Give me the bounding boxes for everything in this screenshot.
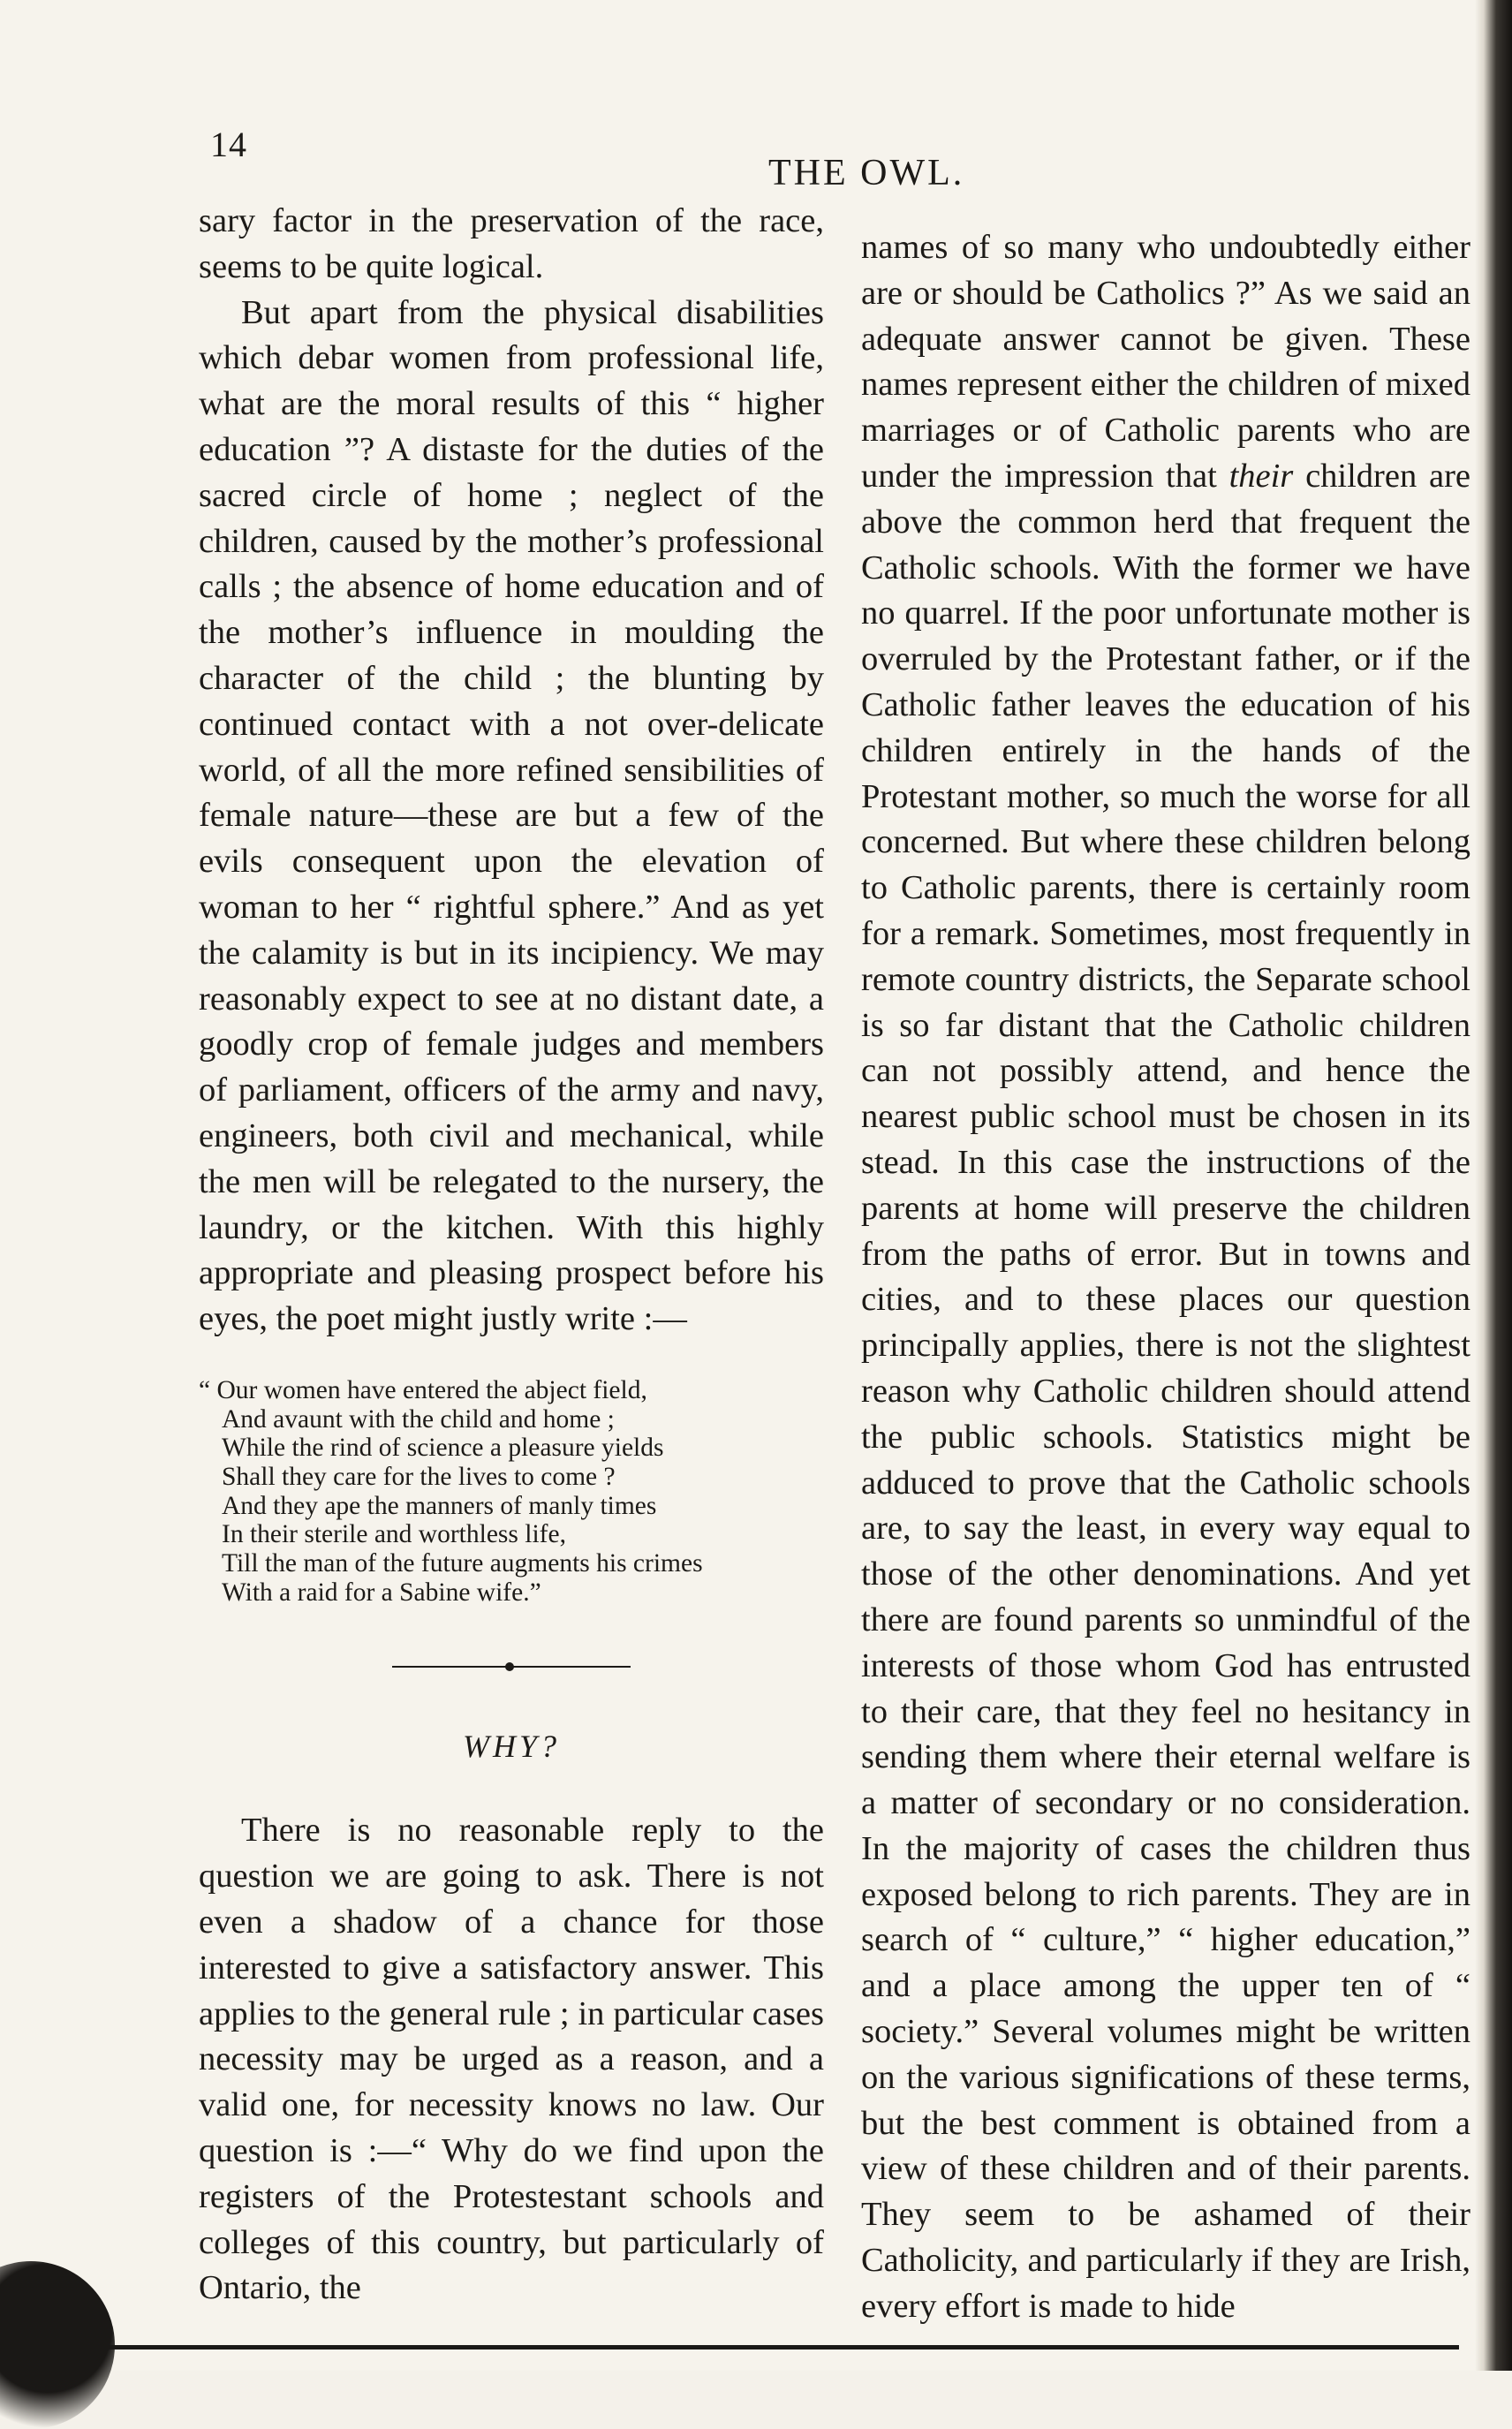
poem-line: In their sterile and worthless life,	[222, 1520, 566, 1549]
page-binding-edge	[1475, 0, 1512, 2371]
right-paragraph-1	[861, 225, 1470, 2330]
right-text-before-italic: names of so many who undoubtedly either are or should be Catholics ?” As we said an adequate answer cannot be given. These names represent either the children of mixed marriages or of Catholic parents who are under the impression that	[861, 229, 1470, 495]
poem-line: “ Our women have entered the abject field,	[199, 1375, 647, 1404]
left-paragraph-2: But apart from the physical disabilities which debar women from professional life, what are the moral results of this “ higher education ”? A distaste for the duties of the sacred circle of home ; neglect of the children, caused by the mother’s professional calls ; the absence of home education and of the mother’s influence in moulding the character of the child ; the blunting by continued contact with a not over-delicate world, of all the more refined sensibilities of female nature—these are but a few of the evils consequent upon the elevation of woman to her “ rightful sphere.” And as yet the calamity is but in its incipiency. We may reasonably expect to see at no distant date, a goodly crop of female judges and members of parliament, officers of the army and navy, engineers, both civil and mechanical, while the men will be relegated to the nursery, the laundry, or the kitchen. With this highly appropriate and pleasing prospect before his eyes, the poet might justly write :—	[199, 293, 824, 1338]
left-paragraph-3: There is no reasonable reply to the question we are going to ask. There is not even a shadow of a chance for those interested to give a satisfactory answer. This applies to the general rule ; in particular cases necessity may be urged as a reason, and a valid one, for necessity knows no law. Our question is :—“ Why do we find upon the registers of the Protestestant schools and colleges of this country, but particularly of Ontario, the	[199, 1812, 824, 2307]
article-heading: WHY?	[462, 1728, 560, 1764]
running-head: THE OWL.	[768, 153, 965, 193]
section-divider	[392, 1661, 631, 1673]
poem-line: And avaunt with the child and home ;	[222, 1404, 615, 1434]
right-column	[861, 225, 1470, 2330]
poem-line: While the rind of science a pleasure yields	[222, 1434, 664, 1463]
poem-line: With a raid for a Sabine wife.”	[222, 1578, 541, 1607]
bottom-edge-rule	[53, 2345, 1459, 2350]
poem-line: And they ape the manners of manly times	[222, 1491, 657, 1520]
italic-word: their	[1228, 457, 1294, 495]
left-paragraph-1: sary factor in the preservation of the race, seems to be quite logical.	[199, 202, 824, 285]
poem-quote	[199, 1376, 824, 1608]
poem-line: Shall they care for the lives to come ?	[222, 1463, 616, 1492]
divider-dot	[505, 1662, 514, 1671]
page-number: 14	[210, 125, 247, 164]
left-column	[199, 199, 824, 2312]
poem-line: Till the man of the future augments his crimes	[222, 1549, 703, 1578]
right-text-after-italic: children are above the common herd that frequent the Catholic schools. With the former we have no quarrel. If the poor unfortunate mother is overruled by the Protestant father, or if the Catholic father leaves the education of his children entirely in the hands of the Protestant mother, so much the worse for all concerned. But where these children belong to Catholic parents, there is certainly room for a remark. Sometimes, most frequently in remote country districts, the Separate school is so far distant that the Catholic children can not possibly attend, and hence the nearest public school must be chosen in its stead. In this case the instructions of the parents at home will preserve the children from the paths of error. But in towns and cities, and to these places our question principally applies, there is not the slightest reason why Catholic children should attend the public schools. Statistics might be adduced to prove that the Catholic schools are, to say the least, in every way equal to those of the other denominations. And yet there are found parents so unmindful of the interests of those whom God has entrusted to their care, that they feel no hesitancy in sending them where their eternal welfare is a matter of secondary or no consideration. In the majority of cases the children thus exposed belong to rich parents. They are in search of “ culture,” “ higher education,” and a place among the upper ten of “ society.” Several volumes might be written on the various significations of these terms, but the best comment is obtained from a view of these children and of their parents. They seem to be ashamed of their Catholicity, and particularly if they are Irish, every effort is made to hide	[861, 457, 1471, 2325]
